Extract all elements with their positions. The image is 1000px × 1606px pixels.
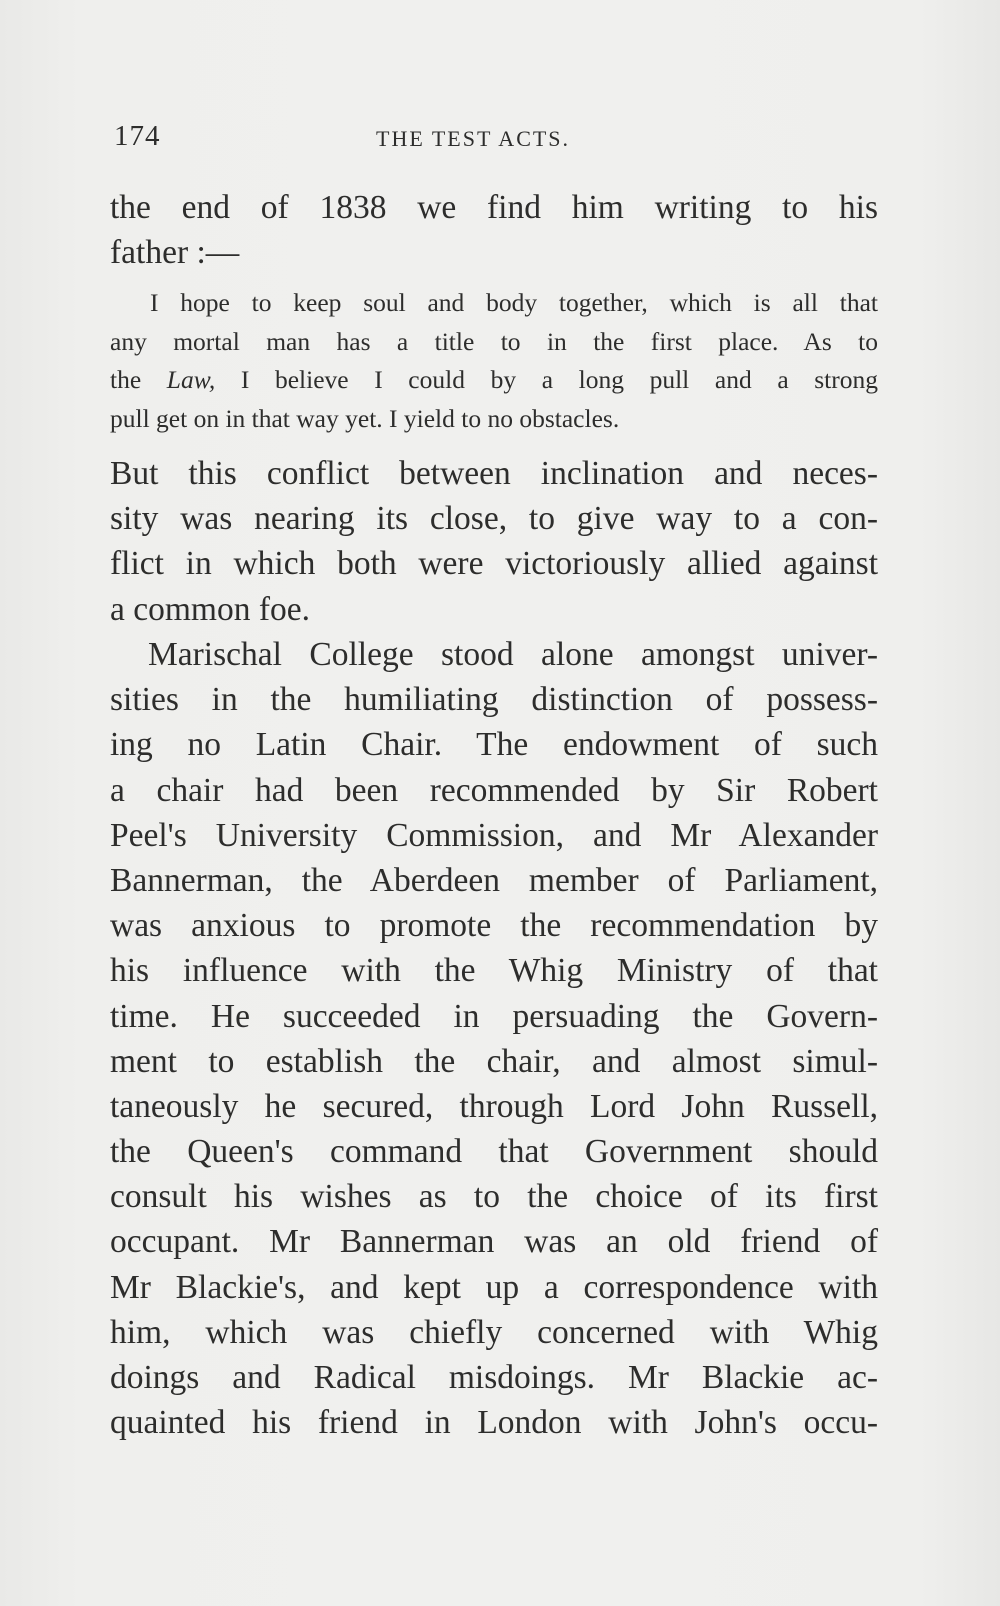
- text-line: Bannerman, the Aberdeen member of Parliament,: [110, 861, 878, 899]
- text-line: ing no Latin Chair. The endowment of such: [110, 726, 878, 764]
- text-line: doings and Radical misdoings. Mr Blackie ac-: [110, 1359, 878, 1396]
- text-line: him, which was chiefly concerned with Whig: [110, 1313, 878, 1351]
- text-line: Marischal College stood alone amongst univer-: [148, 636, 878, 673]
- quote-line: [110, 361, 878, 400]
- paragraph-conflict: [110, 451, 878, 632]
- text-line: Mr Blackie's, and kept up a correspondence with: [110, 1268, 878, 1306]
- running-head: [114, 120, 874, 160]
- text-line: his influence with the Whig Ministry of that: [110, 952, 878, 990]
- text-line: sities in the humiliating distinction of possess-: [110, 681, 878, 719]
- quote-text: I believe I could by a long pull and a strong: [215, 365, 879, 394]
- intro-text: [110, 185, 878, 275]
- text-line: a common foe.: [110, 590, 311, 628]
- block-quote: [110, 284, 878, 438]
- text-line: flict in which both were victoriously allied against: [110, 545, 878, 583]
- quote-line: any mortal man has a title to in the first place. As to: [110, 326, 878, 356]
- quote-text: the: [110, 365, 167, 394]
- text-line: Peel's University Commission, and Mr Alexander: [110, 816, 878, 854]
- text-line: taneously he secured, through Lord John Russell,: [110, 1087, 878, 1125]
- text-line: occupant. Mr Bannerman was an old friend of: [110, 1223, 878, 1261]
- text-line: But this conflict between inclination and neces-: [110, 455, 878, 492]
- paragraph-marischal: [110, 632, 878, 1445]
- text-line: a chair had been recommended by Sir Robert: [110, 771, 878, 809]
- text-line: sity was nearing its close, to give way to a con-: [110, 500, 878, 538]
- text-line: time. He succeeded in persuading the Govern-: [110, 997, 878, 1035]
- text-line: was anxious to promote the recommendation by: [110, 907, 878, 945]
- page-number: 174: [114, 120, 161, 152]
- quote-line: pull get on in that way yet. I yield to no obstacles.: [110, 403, 620, 433]
- text-line: quainted his friend in London with John's occu-: [110, 1404, 878, 1442]
- text-line: consult his wishes as to the choice of its first: [110, 1178, 878, 1216]
- text-line: ment to establish the chair, and almost simul-: [110, 1042, 878, 1080]
- text-line: father :—: [110, 234, 240, 272]
- text-line: the end of 1838 we find him writing to his: [110, 189, 878, 226]
- quote-emphasis: Law,: [166, 365, 216, 394]
- quote-line: I hope to keep soul and body together, which is all that: [150, 288, 878, 317]
- text-line: the Queen's command that Government should: [110, 1133, 878, 1171]
- running-title: THE TEST ACTS.: [376, 126, 571, 151]
